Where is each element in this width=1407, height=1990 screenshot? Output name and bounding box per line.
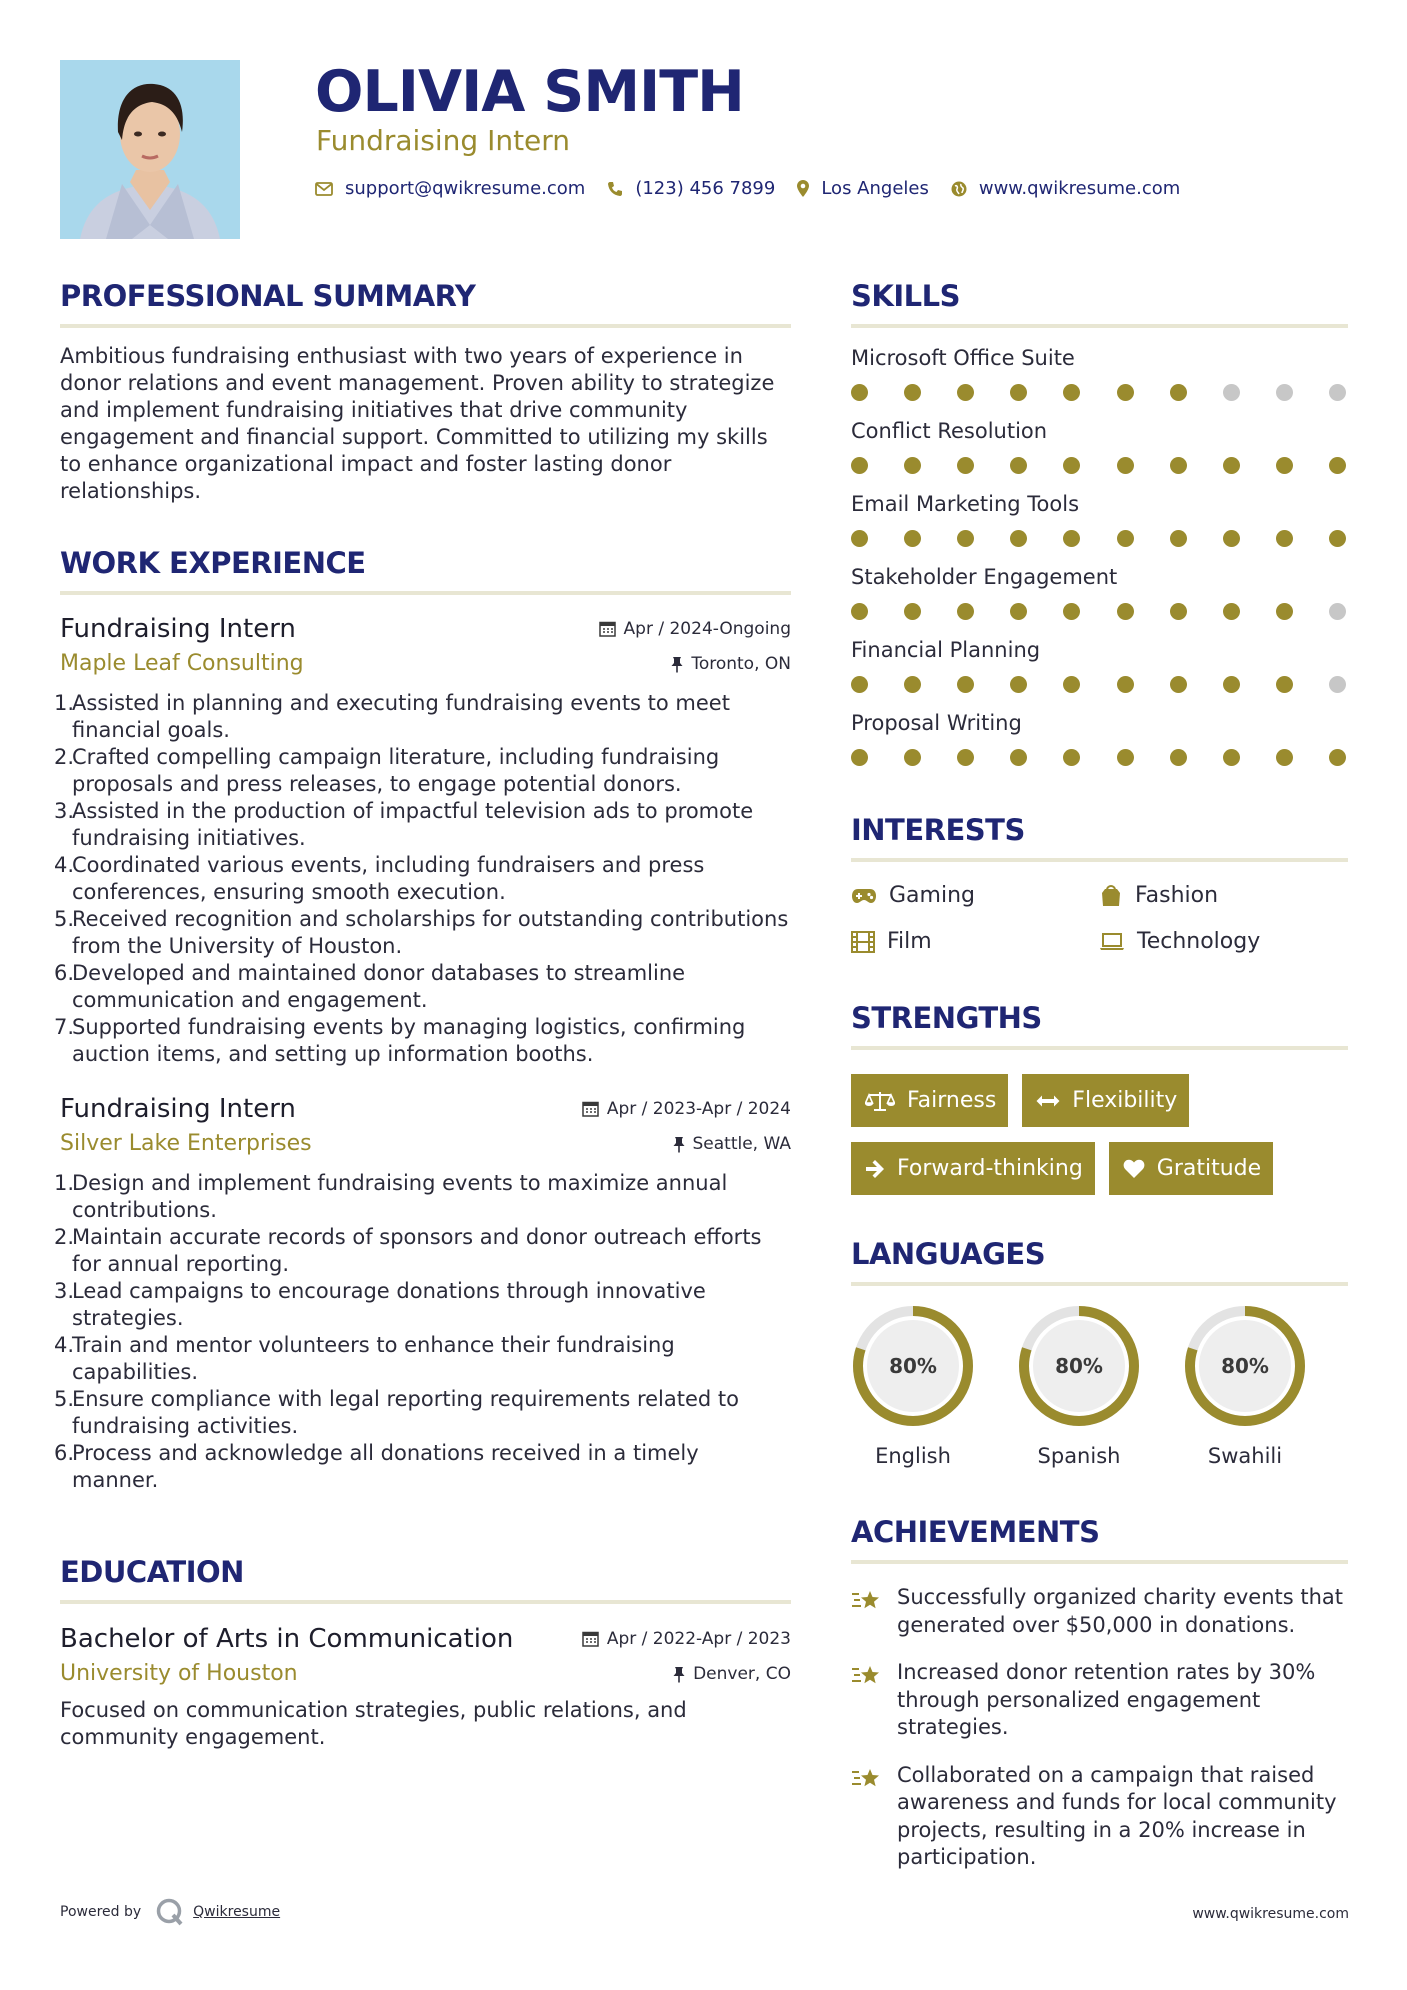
rating-dot-filled: [1010, 384, 1027, 401]
strength-tags: [851, 1074, 1348, 1210]
language-item: [1183, 1304, 1307, 1468]
rating-dot-filled: [1010, 749, 1027, 766]
rating-dot-filled: [1276, 457, 1293, 474]
strength-tag: [851, 1142, 1095, 1195]
education-date: [582, 1629, 791, 1649]
work-section: [54, 543, 791, 1494]
summary-section: [60, 276, 791, 505]
skill-item: [851, 417, 1348, 474]
duty-list: [54, 1170, 791, 1494]
education-location-text: Denver, CO: [693, 1664, 791, 1684]
language-percent: 80%: [889, 1354, 937, 1378]
phone-text: (123) 456 7899: [635, 178, 776, 199]
shooting-star-icon: [851, 1766, 883, 1792]
rating-dot-filled: [1223, 676, 1240, 693]
job-title: Fundraising Intern: [60, 1094, 296, 1124]
strength-label: Gratitude: [1156, 1156, 1262, 1181]
skill-name: Microsoft Office Suite: [851, 346, 1075, 370]
strengths-heading: STRENGTHS: [851, 1001, 1042, 1035]
rating-dot-filled: [851, 457, 868, 474]
skill-rating: [851, 603, 1348, 620]
contact-website[interactable]: [951, 178, 1180, 199]
company-name: Silver Lake Enterprises: [60, 1131, 312, 1156]
rating-dot-filled: [851, 603, 868, 620]
summary-heading: PROFESSIONAL SUMMARY: [60, 279, 476, 313]
rating-dot-filled: [1276, 676, 1293, 693]
skills-heading: SKILLS: [851, 279, 960, 313]
skill-name: Email Marketing Tools: [851, 492, 1080, 516]
rating-dot-filled: [1010, 530, 1027, 547]
section-divider: [851, 858, 1348, 862]
qwikresume-logo-icon: [155, 1897, 185, 1927]
location-text: Los Angeles: [821, 178, 929, 199]
footer-powered-by: [60, 1897, 280, 1927]
skill-name: Proposal Writing: [851, 711, 1022, 735]
job-date-text: Apr / 2024-Ongoing: [623, 618, 791, 639]
duty-text: Assisted in the production of impactful television ads to promote fundraising initiatives.: [72, 799, 754, 850]
section-divider: [851, 324, 1348, 328]
language-name: English: [875, 1444, 951, 1468]
job-entry: [54, 1092, 791, 1494]
duty-number: 4.: [54, 853, 75, 877]
degree-title: Bachelor of Arts in Communication: [60, 1624, 514, 1654]
rating-dot-filled: [957, 603, 974, 620]
heart-icon: [1123, 1159, 1145, 1179]
duty-number: 2.: [54, 1225, 75, 1249]
rating-dot-filled: [1329, 749, 1346, 766]
job-location-text: Seattle, WA: [692, 1134, 791, 1154]
rating-dot-filled: [904, 749, 921, 766]
duty-item: [54, 690, 791, 744]
skill-item: [851, 563, 1348, 620]
globe-icon: [951, 181, 967, 197]
language-name: Swahili: [1207, 1444, 1283, 1468]
education-section: [60, 1552, 791, 1751]
rating-dot-filled: [1117, 603, 1134, 620]
rating-dot-filled: [1276, 603, 1293, 620]
duty-text: Coordinated various events, including fundraisers and press conferences, ensuring smooth execution.: [72, 853, 705, 904]
duty-item: [54, 1278, 791, 1332]
achievement-text: Successfully organized charity events that generated over $50,000 in donations.: [897, 1585, 1344, 1637]
language-name: Spanish: [1037, 1444, 1121, 1468]
duty-text: Train and mentor volunteers to enhance their fundraising capabilities.: [72, 1333, 675, 1384]
duty-item: [54, 852, 791, 906]
duty-text: Developed and maintained donor databases to streamline communication and engagement.: [72, 961, 686, 1012]
skill-item: [851, 709, 1348, 766]
calendar-icon: [599, 620, 616, 637]
contact-email[interactable]: [315, 178, 585, 199]
arrows-horizontal-icon: [1036, 1094, 1060, 1108]
rating-dot-filled: [1063, 384, 1080, 401]
skill-rating: [851, 457, 1348, 474]
powered-by-text: Powered by: [60, 1904, 142, 1920]
job-date: [582, 1099, 791, 1119]
laptop-icon: [1099, 933, 1125, 951]
strength-tag: [1109, 1142, 1273, 1195]
duty-item: [54, 1386, 791, 1440]
rating-dot-filled: [1170, 530, 1187, 547]
duty-item: [54, 798, 791, 852]
rating-dot-filled: [1170, 384, 1187, 401]
duty-number: 3.: [54, 799, 75, 823]
rating-dot-filled: [1117, 749, 1134, 766]
language-percent: 80%: [1221, 1354, 1269, 1378]
achievement-text: Collaborated on a campaign that raised awareness and funds for local community projects, resulting in a 20% increase in participation.: [897, 1762, 1337, 1869]
interest-label: Fashion: [1135, 883, 1219, 908]
rating-dot-filled: [1063, 676, 1080, 693]
strength-label: Forward-thinking: [897, 1156, 1083, 1181]
education-text: Focused on communication strategies, public relations, and community engagement.: [60, 1698, 687, 1749]
rating-dot-filled: [851, 530, 868, 547]
skill-item: [851, 344, 1348, 401]
duty-text: Supported fundraising events by managing logistics, confirming auction items, and setting up information booths.: [72, 1015, 746, 1066]
interest-label: Technology: [1137, 929, 1261, 954]
achievements-section: [851, 1512, 1348, 1872]
rating-dot-empty: [1329, 676, 1346, 693]
rating-dot-filled: [1063, 603, 1080, 620]
language-item: [1017, 1304, 1141, 1468]
skill-rating: [851, 384, 1348, 401]
rating-dot-filled: [1276, 530, 1293, 547]
rating-dot-filled: [1170, 749, 1187, 766]
rating-dot-filled: [1010, 676, 1027, 693]
duty-number: 3.: [54, 1279, 75, 1303]
achievement-item: [851, 1762, 1348, 1872]
job-location-text: Toronto, ON: [691, 654, 791, 674]
duty-item: [54, 960, 791, 1014]
rating-dot-filled: [1170, 603, 1187, 620]
contact-phone[interactable]: [607, 178, 775, 199]
duty-number: 1.: [54, 1171, 75, 1195]
interest-item: [1099, 880, 1348, 912]
duty-item: [54, 1014, 791, 1068]
rating-dot-filled: [957, 749, 974, 766]
skill-rating: [851, 749, 1348, 766]
rating-dot-filled: [1329, 457, 1346, 474]
section-divider: [851, 1282, 1348, 1286]
section-divider: [60, 324, 791, 328]
duty-item: [54, 1332, 791, 1386]
email-text: support@qwikresume.com: [345, 178, 586, 199]
interests-heading: INTERESTS: [851, 813, 1025, 847]
rating-dot-filled: [1063, 530, 1080, 547]
rating-dot-filled: [904, 530, 921, 547]
duty-item: [54, 1224, 791, 1278]
calendar-icon: [582, 1100, 599, 1117]
job-title: Fundraising Intern: [60, 614, 296, 644]
language-percent: 80%: [1055, 1354, 1103, 1378]
duty-number: 4.: [54, 1333, 75, 1357]
calendar-icon: [582, 1630, 599, 1647]
rating-dot-filled: [1329, 530, 1346, 547]
candidate-role: Fundraising Intern: [316, 124, 571, 157]
rating-dot-empty: [1329, 384, 1346, 401]
work-heading: WORK EXPERIENCE: [60, 546, 366, 580]
language-item: [851, 1304, 975, 1468]
education-date-text: Apr / 2022-Apr / 2023: [606, 1628, 791, 1649]
skill-name: Conflict Resolution: [851, 419, 1048, 443]
pushpin-icon: [673, 1136, 685, 1153]
achievement-item: [851, 1584, 1348, 1639]
interest-label: Film: [887, 929, 932, 954]
rating-dot-filled: [1276, 749, 1293, 766]
brand-link[interactable]: Qwikresume: [193, 1904, 281, 1920]
rating-dot-filled: [904, 457, 921, 474]
duty-number: 6.: [54, 961, 75, 985]
rating-dot-filled: [851, 676, 868, 693]
languages-section: [851, 1234, 1348, 1468]
interest-item: [851, 926, 1099, 958]
rating-dot-empty: [1223, 384, 1240, 401]
balance-scale-icon: [865, 1090, 895, 1112]
skill-name: Stakeholder Engagement: [851, 565, 1118, 589]
strengths-section: [851, 998, 1348, 1210]
skills-list: [851, 344, 1348, 766]
duty-text: Crafted compelling campaign literature, including fundraising proposals and press releases, to engage potential donors.: [72, 745, 720, 796]
rating-dot-filled: [851, 749, 868, 766]
company-name: Maple Leaf Consulting: [60, 651, 304, 676]
education-location: [673, 1664, 791, 1684]
skill-item: [851, 636, 1348, 693]
rating-dot-filled: [1063, 457, 1080, 474]
skill-item: [851, 490, 1348, 547]
duty-number: 2.: [54, 745, 75, 769]
duty-text: Process and acknowledge all donations received in a timely manner.: [72, 1441, 699, 1492]
job-location: [673, 1134, 792, 1154]
gamepad-icon: [851, 888, 877, 904]
rating-dot-filled: [904, 676, 921, 693]
interest-label: Gaming: [889, 883, 975, 908]
achievement-list: [851, 1584, 1348, 1872]
rating-dot-empty: [1276, 384, 1293, 401]
rating-dot-filled: [957, 676, 974, 693]
strength-label: Fairness: [907, 1088, 997, 1113]
rating-dot-filled: [904, 384, 921, 401]
rating-dot-filled: [1223, 603, 1240, 620]
language-list: [851, 1304, 1348, 1468]
job-date: [599, 619, 791, 639]
duty-number: 5.: [54, 1387, 75, 1411]
duty-list: [54, 690, 791, 1068]
rating-dot-filled: [1063, 749, 1080, 766]
school-name: University of Houston: [60, 1661, 298, 1686]
section-divider: [851, 1560, 1348, 1564]
rating-dot-filled: [957, 457, 974, 474]
rating-dot-empty: [1329, 603, 1346, 620]
duty-item: [54, 1440, 791, 1494]
strength-tag: [1022, 1074, 1189, 1127]
website-text: www.qwikresume.com: [978, 178, 1181, 199]
skill-rating: [851, 676, 1348, 693]
shooting-star-icon: [851, 1588, 883, 1614]
skill-rating: [851, 530, 1348, 547]
left-column: [54, 276, 791, 1751]
duty-item: [54, 744, 791, 798]
strength-tag: [851, 1074, 1008, 1127]
rating-dot-filled: [1223, 530, 1240, 547]
duty-text: Design and implement fundraising events to maximize annual contributions.: [72, 1171, 728, 1222]
rating-dot-filled: [1117, 676, 1134, 693]
rating-dot-filled: [957, 530, 974, 547]
interests-section: [851, 810, 1348, 958]
education-entry: [60, 1622, 791, 1751]
achievement-text: Increased donor retention rates by 30% through personalized engagement strategies.: [897, 1660, 1316, 1739]
job-location: [671, 654, 791, 674]
map-marker-icon: [797, 180, 809, 197]
rating-dot-filled: [904, 603, 921, 620]
rating-dot-filled: [1117, 530, 1134, 547]
candidate-name: OLIVIA SMITH: [315, 59, 744, 125]
duty-number: 5.: [54, 907, 75, 931]
rating-dot-filled: [1223, 749, 1240, 766]
rating-dot-filled: [957, 384, 974, 401]
rating-dot-filled: [1010, 603, 1027, 620]
duty-item: [54, 906, 791, 960]
interest-item: [851, 880, 1099, 912]
interests-grid: [851, 880, 1348, 958]
duty-number: 6.: [54, 1441, 75, 1465]
achievement-item: [851, 1659, 1348, 1742]
duty-text: Lead campaigns to encourage donations through innovative strategies.: [72, 1279, 706, 1330]
envelope-icon: [315, 182, 333, 196]
contact-bar: [315, 178, 1202, 199]
phone-icon: [607, 181, 623, 197]
skills-section: [851, 276, 1348, 766]
rating-dot-filled: [1170, 676, 1187, 693]
rating-dot-filled: [1223, 457, 1240, 474]
footer-url[interactable]: www.qwikresume.com: [1192, 1906, 1349, 1922]
profile-photo: [60, 60, 240, 239]
duty-item: [54, 1170, 791, 1224]
languages-heading: LANGUAGES: [851, 1237, 1046, 1271]
section-divider: [60, 1600, 791, 1604]
duty-number: 7.: [54, 1015, 75, 1039]
pushpin-icon: [673, 1666, 685, 1683]
duty-text: Maintain accurate records of sponsors and donor outreach efforts for annual reporting.: [72, 1225, 762, 1276]
duty-text: Ensure compliance with legal reporting requirements related to fundraising activities.: [72, 1387, 739, 1438]
rating-dot-filled: [1170, 457, 1187, 474]
rating-dot-filled: [1010, 457, 1027, 474]
duty-text: Assisted in planning and executing fundraising events to meet financial goals.: [72, 691, 730, 742]
contact-location: [797, 178, 929, 199]
duty-text: Received recognition and scholarships for outstanding contributions from the University of Houston.: [72, 907, 789, 958]
interest-item: [1099, 926, 1348, 958]
job-date-text: Apr / 2023-Apr / 2024: [606, 1098, 791, 1119]
shooting-star-icon: [851, 1663, 883, 1689]
summary-text: Ambitious fundraising enthusiast with two years of experience in donor relations and event management. Proven ability to strategize and implement fundraising initiatives that drive community engagement and financial support. Committed to utilizing my skills to enhance organizational impact and foster lasting donor relationships.: [60, 344, 775, 503]
job-entry: [54, 612, 791, 1068]
rating-dot-filled: [1117, 384, 1134, 401]
rating-dot-filled: [851, 384, 868, 401]
duty-number: 1.: [54, 691, 75, 715]
section-divider: [60, 591, 791, 595]
arrow-right-icon: [865, 1160, 885, 1178]
education-heading: EDUCATION: [60, 1555, 244, 1589]
rating-dot-filled: [1117, 457, 1134, 474]
right-column: [851, 276, 1348, 1872]
skill-name: Financial Planning: [851, 638, 1041, 662]
achievements-heading: ACHIEVEMENTS: [851, 1515, 1100, 1549]
strength-label: Flexibility: [1072, 1088, 1178, 1113]
film-icon: [851, 931, 875, 953]
section-divider: [851, 1046, 1348, 1050]
pushpin-icon: [671, 656, 683, 673]
shopping-bag-icon: [1099, 884, 1123, 908]
